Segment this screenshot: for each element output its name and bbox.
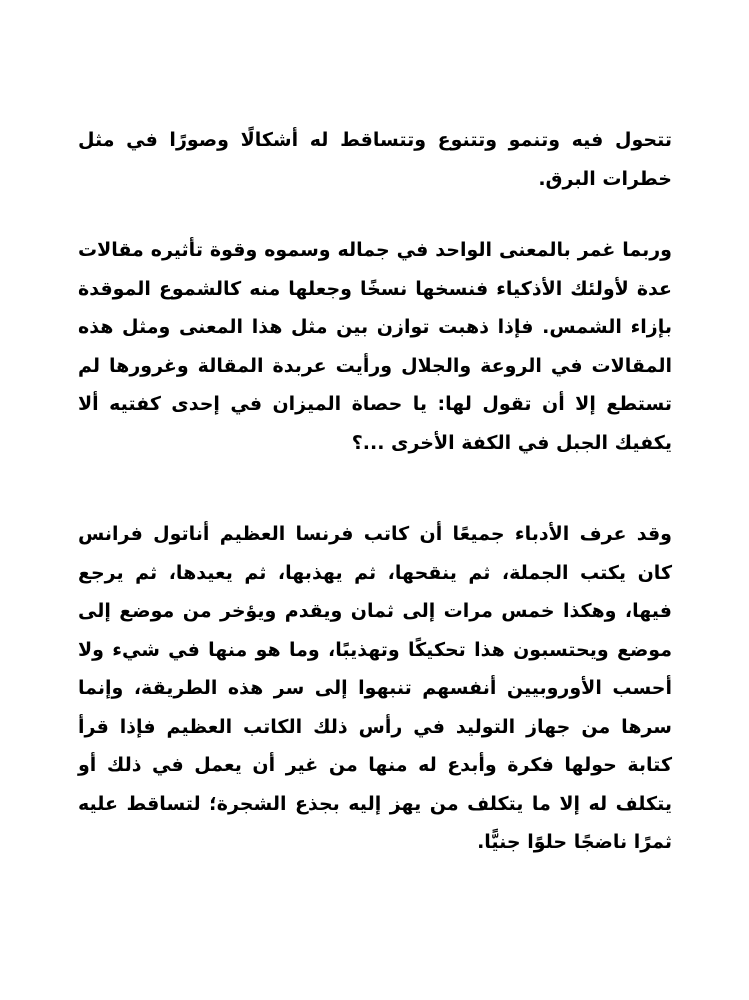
- paragraph-3: وقد عرف الأدباء جميعًا أن كاتب فرنسا العظيم أناتول فرانس كان يكتب الجملة، ثم ينقحها، ثم يهذبها، ثم يعيدها، ثم يرجع فيها، وهكذا خمس مرات إلى ثمان ويقدم ويؤخر من موضع إلى موضع ويحتسبون هذا تحكيكًا وتهذيبًا، وما هو منها في شيء ولا أحسب الأوروبيين أنفسهم تنبهوا إلى سر هذه الطريقة، وإنما سرها من جهاز التوليد في رأس ذلك الكاتب العظيم فإذا قرأ كتابة حولها فكرة وأبدع له منها من غير أن يعمل في ذلك أو يتكلف له إلا ما يتكلف من يهز إليه بجذع الشجرة؛ لتساقط عليه ثمرًا ناضجًا حلوًا جنيًّا.: [78, 523, 672, 853]
- paragraph-1: تتحول فيه وتنمو وتتنوع وتتساقط له أشكالًا وصورًا في مثل خطرات البرق.: [78, 129, 672, 190]
- paragraph-2: وربما غمر بالمعنى الواحد في جماله وسموه وقوة تأثيره مقالات عدة لأولئك الأذكياء فنسخها نسخًا وجعلها منه كالشموع الموقدة بإزاء الشمس. فإذا ذهبت توازن بين مثل هذا المعنى ومثل هذه المقالات في الروعة والجلال ورأيت عربدة المقالة وغرورها لم تستطع إلا أن تقول لها: يا حصاة الميزان في إحدى كفتيه ألا يكفيك الجبل في الكفة الأخرى ...؟: [78, 239, 672, 454]
